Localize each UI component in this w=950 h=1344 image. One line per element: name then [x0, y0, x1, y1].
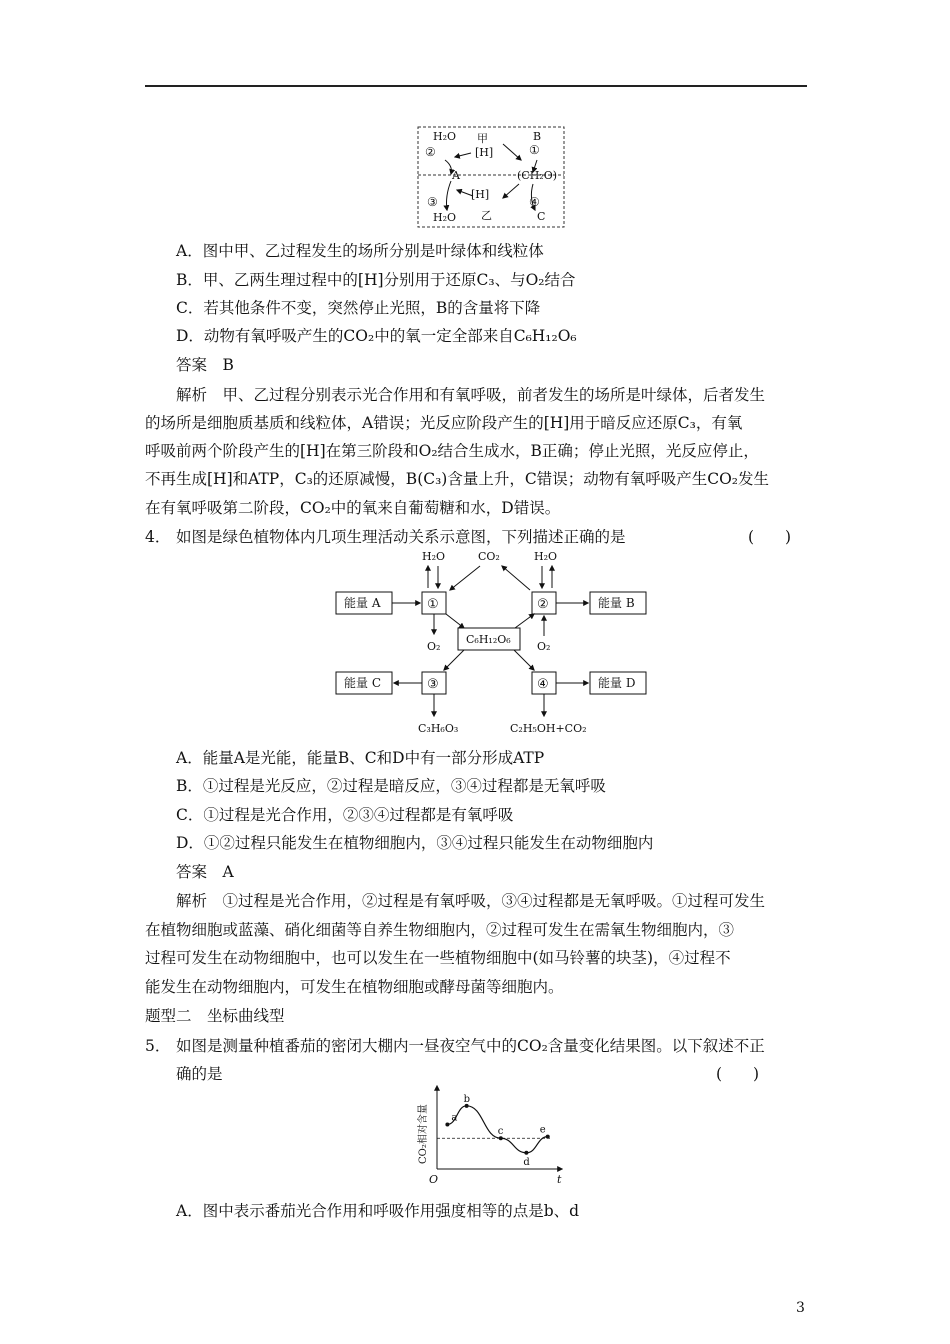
q4-stem: 如图是绿色植物体内几项生理活动关系示意图，下列描述正确的是 — [176, 528, 626, 546]
d1-circle-3: ③ — [427, 195, 438, 209]
chart-point-label-a: a — [451, 1112, 458, 1124]
photosynthesis-respiration-diagram — [415, 124, 567, 230]
chart-point-e — [546, 1135, 550, 1139]
q4-explanation-1: 解析 ①过程是光合作用，②过程是有氧呼吸，③④过程都是无氧呼吸。①过程可发生 — [176, 892, 766, 910]
d1-h2o-bottom: H₂O — [433, 211, 457, 224]
d2-node-1: ① — [427, 597, 439, 612]
d1-ch2o: (CH₂O) — [517, 169, 558, 182]
q3-explanation-2: 的场所是细胞质基质和线粒体，A错误；光反应阶段产生的[H]用于暗反应还原C₃，有氧 — [145, 414, 743, 432]
d2-h2o-right: H₂O — [534, 550, 558, 563]
d2-glucose: C₆H₁₂O₆ — [466, 633, 511, 646]
d1-h-top: [H] — [475, 146, 494, 159]
q5-number: 5． — [145, 1037, 171, 1055]
d2-node-2: ② — [537, 597, 549, 612]
d1-yi: 乙 — [481, 209, 492, 222]
chart-point-label-d: d — [523, 1156, 530, 1168]
chart-point-a — [445, 1122, 449, 1126]
d1-c: C — [537, 210, 546, 223]
q4-option-a: A．能量A是光能，能量B、C和D中有一部分形成ATP — [176, 749, 545, 767]
q4-explanation-3: 过程可发生在动物细胞中，也可以发生在一些植物细胞中(如马铃薯的块茎)，④过程不 — [145, 949, 731, 967]
chart-y-label: CO₂相对含量 — [418, 1104, 429, 1164]
d1-h-bottom: [H] — [471, 188, 490, 201]
q3-option-b: B．甲、乙两生理过程中的[H]分别用于还原C₃、与O₂结合 — [176, 271, 576, 289]
q3-explanation-3: 呼吸前两个阶段产生的[H]在第三阶段和O₂结合生成水，B正确；停止光照，光反应停止， — [145, 442, 759, 460]
header-rule — [145, 85, 807, 87]
d2-ethanol: C₂H₅OH+CO₂ — [510, 722, 587, 735]
chart-origin: O — [429, 1173, 439, 1186]
q5-answer-paren: ( ) — [716, 1065, 760, 1083]
q4-explanation-2: 在植物细胞或蓝藻、硝化细菌等自养生物细胞内，②过程可发生在需氧生物细胞内，③ — [145, 921, 735, 939]
chart-point-label-c: c — [497, 1126, 504, 1138]
d2-energy-c: 能量 C — [344, 676, 381, 690]
q4-option-d: D．①②过程只能发生在植物细胞内，③④过程只能发生在动物细胞内 — [176, 834, 654, 852]
q5-stem-2: 确的是 — [176, 1065, 223, 1083]
d2-energy-b: 能量 B — [598, 596, 635, 610]
q3-option-d: D．动物有氧呼吸产生的CO₂中的氧一定全部来自C₆H₁₂O₆ — [176, 327, 577, 345]
q3-explanation-1: 解析 甲、乙过程分别表示光合作用和有氧呼吸，前者发生的场所是叶绿体，后者发生 — [176, 386, 766, 404]
page-number: 3 — [796, 1300, 805, 1316]
q3-explanation-5: 在有氧呼吸第二阶段，CO₂中的氧来自葡萄糖和水，D错误。 — [145, 499, 561, 517]
q4-answer: 答案 A — [176, 863, 234, 881]
d1-jia: 甲 — [477, 132, 488, 145]
d1-a: A — [452, 169, 460, 182]
d2-node-4: ④ — [537, 677, 549, 692]
q4-option-c: C．①过程是光合作用，②③④过程都是有氧呼吸 — [176, 806, 514, 824]
q3-answer: 答案 B — [176, 356, 234, 374]
q5-option-a: A．图中表示番茄光合作用和呼吸作用强度相等的点是b、d — [176, 1202, 580, 1220]
q5-stem-1: 如图是测量种植番茄的密闭大棚内一昼夜空气中的CO₂含量变化结果图。以下叙述不正 — [176, 1037, 765, 1055]
q3-option-a: A．图中甲、乙过程发生的场所分别是叶绿体和线粒体 — [176, 242, 544, 260]
q3-explanation-4: 不再生成[H]和ATP，C₃的还原减慢，B(C₃)含量上升，C错误；动物有氧呼吸产生CO₂发生 — [145, 470, 769, 488]
d2-o2-left: O₂ — [427, 640, 441, 653]
chart-point-label-b: b — [463, 1093, 471, 1105]
plant-process-diagram — [330, 548, 650, 740]
d2-o2-right: O₂ — [537, 640, 551, 653]
d2-lactic: C₃H₆O₃ — [418, 722, 459, 735]
d1-circle-2: ② — [425, 145, 436, 159]
chart-x-label: t — [557, 1173, 562, 1186]
q4-explanation-4: 能发生在动物细胞内，可发生在植物细胞或酵母菌等细胞内。 — [145, 978, 564, 996]
section-heading: 题型二 坐标曲线型 — [145, 1007, 285, 1025]
q4-number: 4． — [145, 528, 171, 546]
d2-node-3: ③ — [427, 677, 439, 692]
d2-h2o-left: H₂O — [422, 550, 446, 563]
d1-circle-1: ① — [529, 143, 540, 157]
d1-b: B — [533, 130, 542, 143]
d2-energy-d: 能量 D — [598, 676, 636, 690]
q4-option-b: B．①过程是光反应，②过程是暗反应，③④过程都是无氧呼吸 — [176, 777, 606, 795]
chart-point-label-e: e — [539, 1124, 546, 1136]
q4-answer-paren: ( ) — [748, 528, 792, 546]
d1-circle-4: ④ — [529, 195, 540, 209]
d2-co2: CO₂ — [478, 550, 500, 563]
q3-option-c: C．若其他条件不变，突然停止光照，B的含量将下降 — [176, 299, 541, 317]
d2-energy-a: 能量 A — [344, 596, 381, 610]
chart-point-d — [524, 1151, 528, 1155]
co2-curve-chart — [412, 1080, 572, 1196]
d1-h2o-top: H₂O — [433, 130, 457, 143]
